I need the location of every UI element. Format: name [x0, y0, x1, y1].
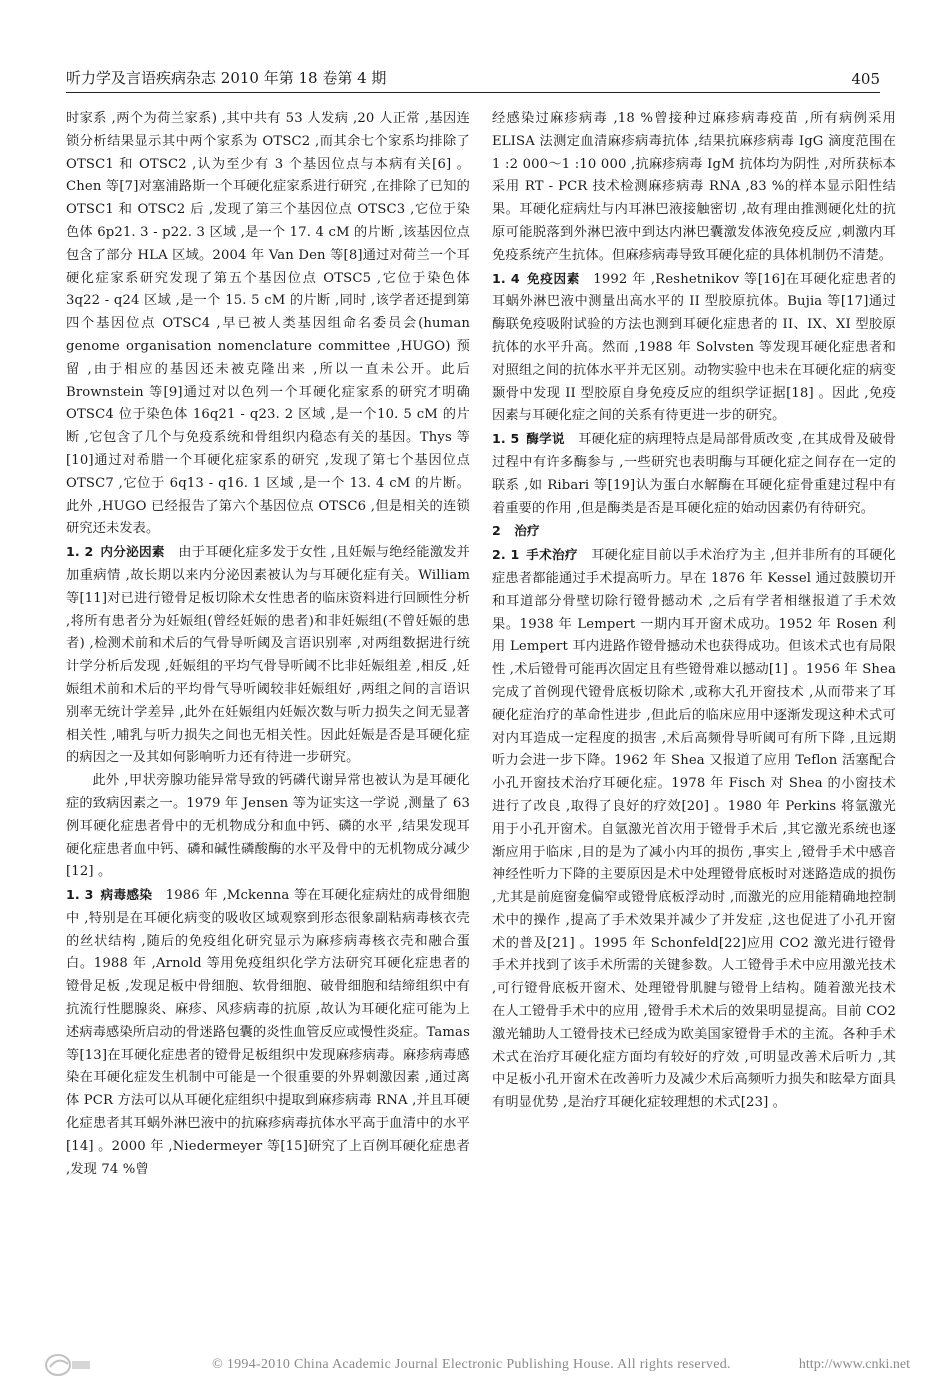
section-text: 1992 年 ,Reshetnikov 等[16]在耳硬化症患者的耳蜗外淋巴液中测量出高水平的 II 型胶原抗体。Bujia 等[17]通过酶联免疫吸附试验的方法也测到耳硬化症患者的 II、IX、XI 型胶原抗体的水平升高。然而 ,1988 年 Solvsten 等发现耳硬化症患者和对照组之间的抗体水平并无区别。动物实验中也未在耳硬化症的病变颞骨中发现 II 型胶原自身免疫反应的组织学证据[18] 。因此 ,免疫因素与耳硬化症之间的关系有待更进一步的研究。: [492, 271, 896, 424]
paragraph-text: 时家系 ,两个为荷兰家系) ,其中共有 53 人发病 ,20 人正常 ,基因连锁分析结果显示其中两个家系为 OTSC2 ,而其余七个家系均排除了 OTSC1 和 OTSC2 ,认为至少有 3 个基因位点与本病有关[6] 。Chen 等[7]对塞浦路斯一个耳硬化症家系进行研究 ,在排除了已知的 OTSC1 和 OTSC2 后 ,发现了第三个基因位点 OTSC3 ,它位于染色体 6p21. 3 - p22. 3 区域 ,是一个 17. 4 cM 的片断 ,该基因位点包含了部分 HLA 区域。2004 年 Van Den 等[8]通过对荷兰一个耳硬化症家系研究发现了第五个基因位点 OTSC5 ,它位于染色体 3q22 - q24 区域 ,是一个 15. 5 cM 的片断 ,同时 ,该学者还提到第四个基因位点 OTSC4 ,早已被人类基因组命名委员会(human genome organisation nomenclature committee ,HUGO) 预留 ,由于相应的基因还未被克隆出来 ,所以一直未公开。此后 Brownstein 等[9]通过对以色列一个耳硬化症家系的研究才明确 OTSC4 位于染色体 16q21 - q23. 2 区域 ,是一个10. 5 cM 的片断 ,它包含了几个与免疫系统和骨组织内稳态有关的基因。Thys 等[10]通过对希腊一个耳硬化症家系的研究 ,发现了第七个基因位点 OTSC7 ,它位于 6q13 - q16. 1 区域 ,是一个 13. 4 cM 的片断。此外 ,HUGO 已经报告了第六个基因位点 OTSC6 ,但是相关的连锁研究还未发表。: [66, 111, 470, 537]
body-paragraph: [66, 770, 470, 884]
journal-title: 听力学及言语疾病杂志 2010 年第 18 卷第 4 期: [66, 69, 387, 87]
cnki-logo-icon: [44, 1352, 92, 1378]
paragraph-text: 此外 ,甲状旁腺功能异常导致的钙磷代谢异常也被认为是耳硬化症的致病因素之一。1979 年 Jensen 等为证实这一学说 ,测量了 63 例耳硬化症患者骨中的无机物成分和血中钙、磷的水平 ,结果发现耳硬化症患者血中钙、磷和碱性磷酸酶的水平及骨中的无机物成分减少[12] 。: [66, 773, 470, 880]
section-paragraph: [66, 884, 470, 1181]
section-text: 由于耳硬化症多发于女性 ,且妊娠与绝经能激发并加重病情 ,故长期以来内分泌因素被认为与耳硬化症有关。William 等[11]对已进行镫骨足板切除术女性患者的临床资料进行回顾性分析 ,将所有患者分为妊娠组(曾经妊娠的患者)和非妊娠组(不曾妊娠的患者) ,检测术前和术后的气骨导听阈及言语识别率 ,对两组数据进行统计学分析后发现 ,妊娠组的平均气骨导听阈不比非妊娠组差 ,相反 ,妊娠组术前和术后的平均骨气导听阈较非妊娠组好 ,两组之间的言语识别率无统计学差异 ,此外在妊娠组内妊娠次数与听力损失之间无显著相关性 ,哺乳与听力损失之间也无相关性。因此妊娠是否是耳硬化症的病因之一及其如何影响听力还有待进一步研究。: [66, 545, 470, 766]
page-footer: [44, 1350, 910, 1380]
right-column: [492, 108, 896, 1115]
section-number: 1. 3: [66, 887, 94, 903]
section-paragraph: [492, 544, 896, 1115]
section-text: 1986 年 ,Mckenna 等在耳硬化症病灶的成骨细胞中 ,特别是在耳硬化病变的吸收区域观察到形态很象副粘病毒核衣壳的丝状结构 ,随后的免疫组化研究显示为麻疹病毒核衣壳和融合蛋白。1988 年 ,Arnold 等用免疫组织化学方法研究耳硬化症患者的镫骨足板 ,发现足板中骨细胞、软骨细胞、破骨细胞和结缔组织中有抗流行性腮腺炎、麻疹、风疹病毒的抗原 ,故认为耳硬化症可能为上述病毒感染所启动的骨迷路包囊的炎性血管反应或慢性炎症。Tamas 等[13]在耳硬化症患者的镫骨足板组织中发现麻疹病毒。麻疹病毒感染在耳硬化症发生机制中可能是一个很重要的外界刺激因素 ,通过离体 PCR 方法可以从耳硬化症组织中提取到麻疹病毒 RNA ,并且耳硬化症患者其耳蜗外淋巴液中的抗麻疹病毒抗体水平高于血清中的水平[14] 。2000 年 ,Niedermeyer 等[15]研究了上百例耳硬化症患者 ,发现 74 %曾: [66, 888, 470, 1177]
page-header: [66, 66, 880, 93]
heading-title: 治疗: [514, 523, 540, 539]
section-title: 手术治疗: [526, 547, 578, 563]
section-paragraph: [492, 268, 896, 429]
section-paragraph: [66, 541, 470, 770]
section-number: 1. 5: [492, 431, 520, 447]
section-number: 1. 4: [492, 270, 520, 286]
heading-number: 2: [492, 523, 501, 539]
body-paragraph: [66, 108, 470, 541]
section-title: 酶学说: [526, 431, 565, 447]
page-number: 405: [851, 70, 880, 88]
section-paragraph: [492, 428, 896, 520]
section-text: 耳硬化症的病理特点是局部骨质改变 ,在其成骨及破骨过程中有许多酶参与 ,一些研究也表明酶与耳硬化症之间存在一定的联系 ,如 Ribari 等[19]认为蛋白水解酶在耳硬化症骨重建过程中有着重要的作用 ,但是酶类是否是耳硬化症的始动因素仍有待研究。: [492, 432, 897, 516]
copyright-text: © 1994-2010 China Academic Journal Electronic Publishing House. All rights reserved.: [212, 1357, 731, 1372]
chapter-heading: [492, 520, 896, 544]
section-title: 内分泌因素: [100, 544, 165, 560]
section-text: 耳硬化症目前以手术治疗为主 ,但并非所有的耳硬化症患者都能通过手术提高听力。早在 1876 年 Kessel 通过鼓膜切开和耳道部分骨壁切除行镫骨撼动术 ,之后有学者相继报道了手术效果。1938 年 Lempert 一期内耳开窗术成功。1952 年 Rosen 利用 Lempert 耳内进路作镫骨撼动术也获得成功。但该术式也有局限性 ,术后镫骨可能再次固定且有些镫骨难以撼动[1] 。1956 年 Shea 完成了首例现代镫骨底板切除术 ,或称大孔开窗技术 ,从而带来了耳硬化症治疗的革命性进步 ,但此后的临床应用中逐渐发现这种术式可对内耳造成一定程度的损害 ,术后高频骨导听阈可有所下降 ,且远期听力会进一步下降。1962 年 Shea 又报道了应用 Teflon 活塞配合小孔开窗技术治疗耳硬化症。1978 年 Fisch 对 Shea 的小窗技术进行了改良 ,取得了良好的疗效[20] 。1980 年 Perkins 将氩激光用于小孔开窗术。自氩激光首次用于镫骨手术后 ,其它激光系统也逐渐应用于临床 ,目的是为了减小内耳的损伤 ,事实上 ,镫骨手术中感音神经性听力下降的主要原因是术中处理镫骨底板时对迷路造成的损伤 ,尤其是前庭窗龛偏窄或镫骨底板浮动时 ,而激光的应用能精确地控制术中的操作 ,提高了手术效果并减少了并发症 ,这也促进了小孔开窗术的普及[21] 。1995 年 Schonfeld[22]应用 CO2 激光进行镫骨手术并找到了该手术所需的关键参数。人工镫骨手术中应用激光技术 ,可行镫骨底板开窗术、处理镫骨肌腱与镫骨上结构。随着激光技术在人工镫骨手术中的应用 ,镫骨手术术后的效果明显提高。目前 CO2 激光辅助人工镫骨技术已经成为欧美国家镫骨手术的主流。各种手术术式在治疗耳硬化症方面均有较好的疗效 ,可明显改善术后听力 ,其中足板小孔开窗术在改善听力及减少术后高频听力损失和眩晕方面具有明显优势 ,是治疗耳硬化症较理想的术式[23] 。: [492, 548, 896, 1111]
section-number: 1. 2: [66, 544, 94, 560]
section-number: 2. 1: [492, 547, 520, 563]
section-title: 病毒感染: [100, 887, 153, 903]
left-column: [66, 108, 470, 1181]
body-paragraph: [492, 108, 896, 268]
cnki-url[interactable]: http://www.cnki.net: [798, 1357, 910, 1372]
section-title: 免疫因素: [526, 270, 580, 286]
paragraph-text: 经感染过麻疹病毒 ,18 %曾接种过麻疹病毒疫苗 ,所有病例采用 ELISA 法测定血清麻疹病毒抗体 ,结果抗麻疹病毒 IgG 滴度范围在 1 :2 000～1 :10 000 ,抗麻疹病毒 IgM 抗体均为阴性 ,对所获标本采用 RT - PCR 技术检测麻疹病毒 RNA ,83 %的样本显示阳性结果。耳硬化症病灶与内耳淋巴液接触密切 ,故有理由推测硬化灶的抗原可能脱落到外淋巴液中到达内淋巴囊激发体液免疫反应 ,刺激内耳免疫系统产生抗体。但麻疹病毒导致耳硬化症的具体机制仍不清楚。: [492, 111, 896, 263]
